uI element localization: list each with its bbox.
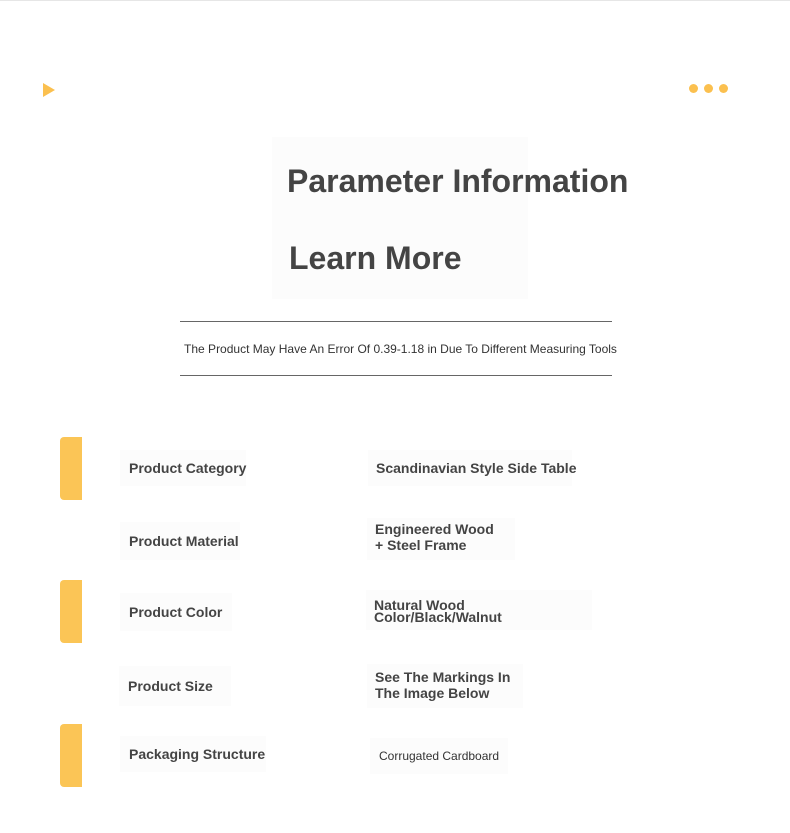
dot <box>704 84 713 93</box>
param-value-material-line2: + Steel Frame <box>375 537 467 553</box>
param-value-material-line1: Engineered Wood <box>375 521 494 537</box>
play-icon <box>43 83 55 97</box>
notice-bottom-divider <box>180 375 612 376</box>
param-value-color-line2: Color/Black/Walnut <box>374 609 502 625</box>
top-divider <box>0 0 790 1</box>
dot <box>719 84 728 93</box>
param-label-size: Product Size <box>128 678 213 694</box>
row-accent-tab <box>60 580 82 643</box>
param-value-packaging: Corrugated Cardboard <box>379 749 500 763</box>
param-value-size-line1: See The Markings In <box>375 669 511 685</box>
more-dots-icon <box>689 84 729 94</box>
row-accent-tab <box>60 724 82 787</box>
param-value-category: Scandinavian Style Side Table <box>376 460 577 476</box>
param-label-color: Product Color <box>129 604 223 620</box>
param-label-packaging: Packaging Structure <box>129 746 266 762</box>
page-subtitle: Learn More <box>289 240 462 276</box>
dot <box>689 84 698 93</box>
row-accent-tab <box>60 437 82 500</box>
measurement-notice: The Product May Have An Error Of 0.39-1.18 in Due To Different Measuring Tools <box>184 342 617 356</box>
page-title: Parameter Information <box>287 163 629 199</box>
notice-top-divider <box>180 321 612 322</box>
param-value-size-line2: The Image Below <box>375 685 490 701</box>
param-label-material: Product Material <box>129 533 239 549</box>
param-label-category: Product Category <box>129 460 247 476</box>
param-value-color-line1: Natural Wood <box>374 597 465 613</box>
